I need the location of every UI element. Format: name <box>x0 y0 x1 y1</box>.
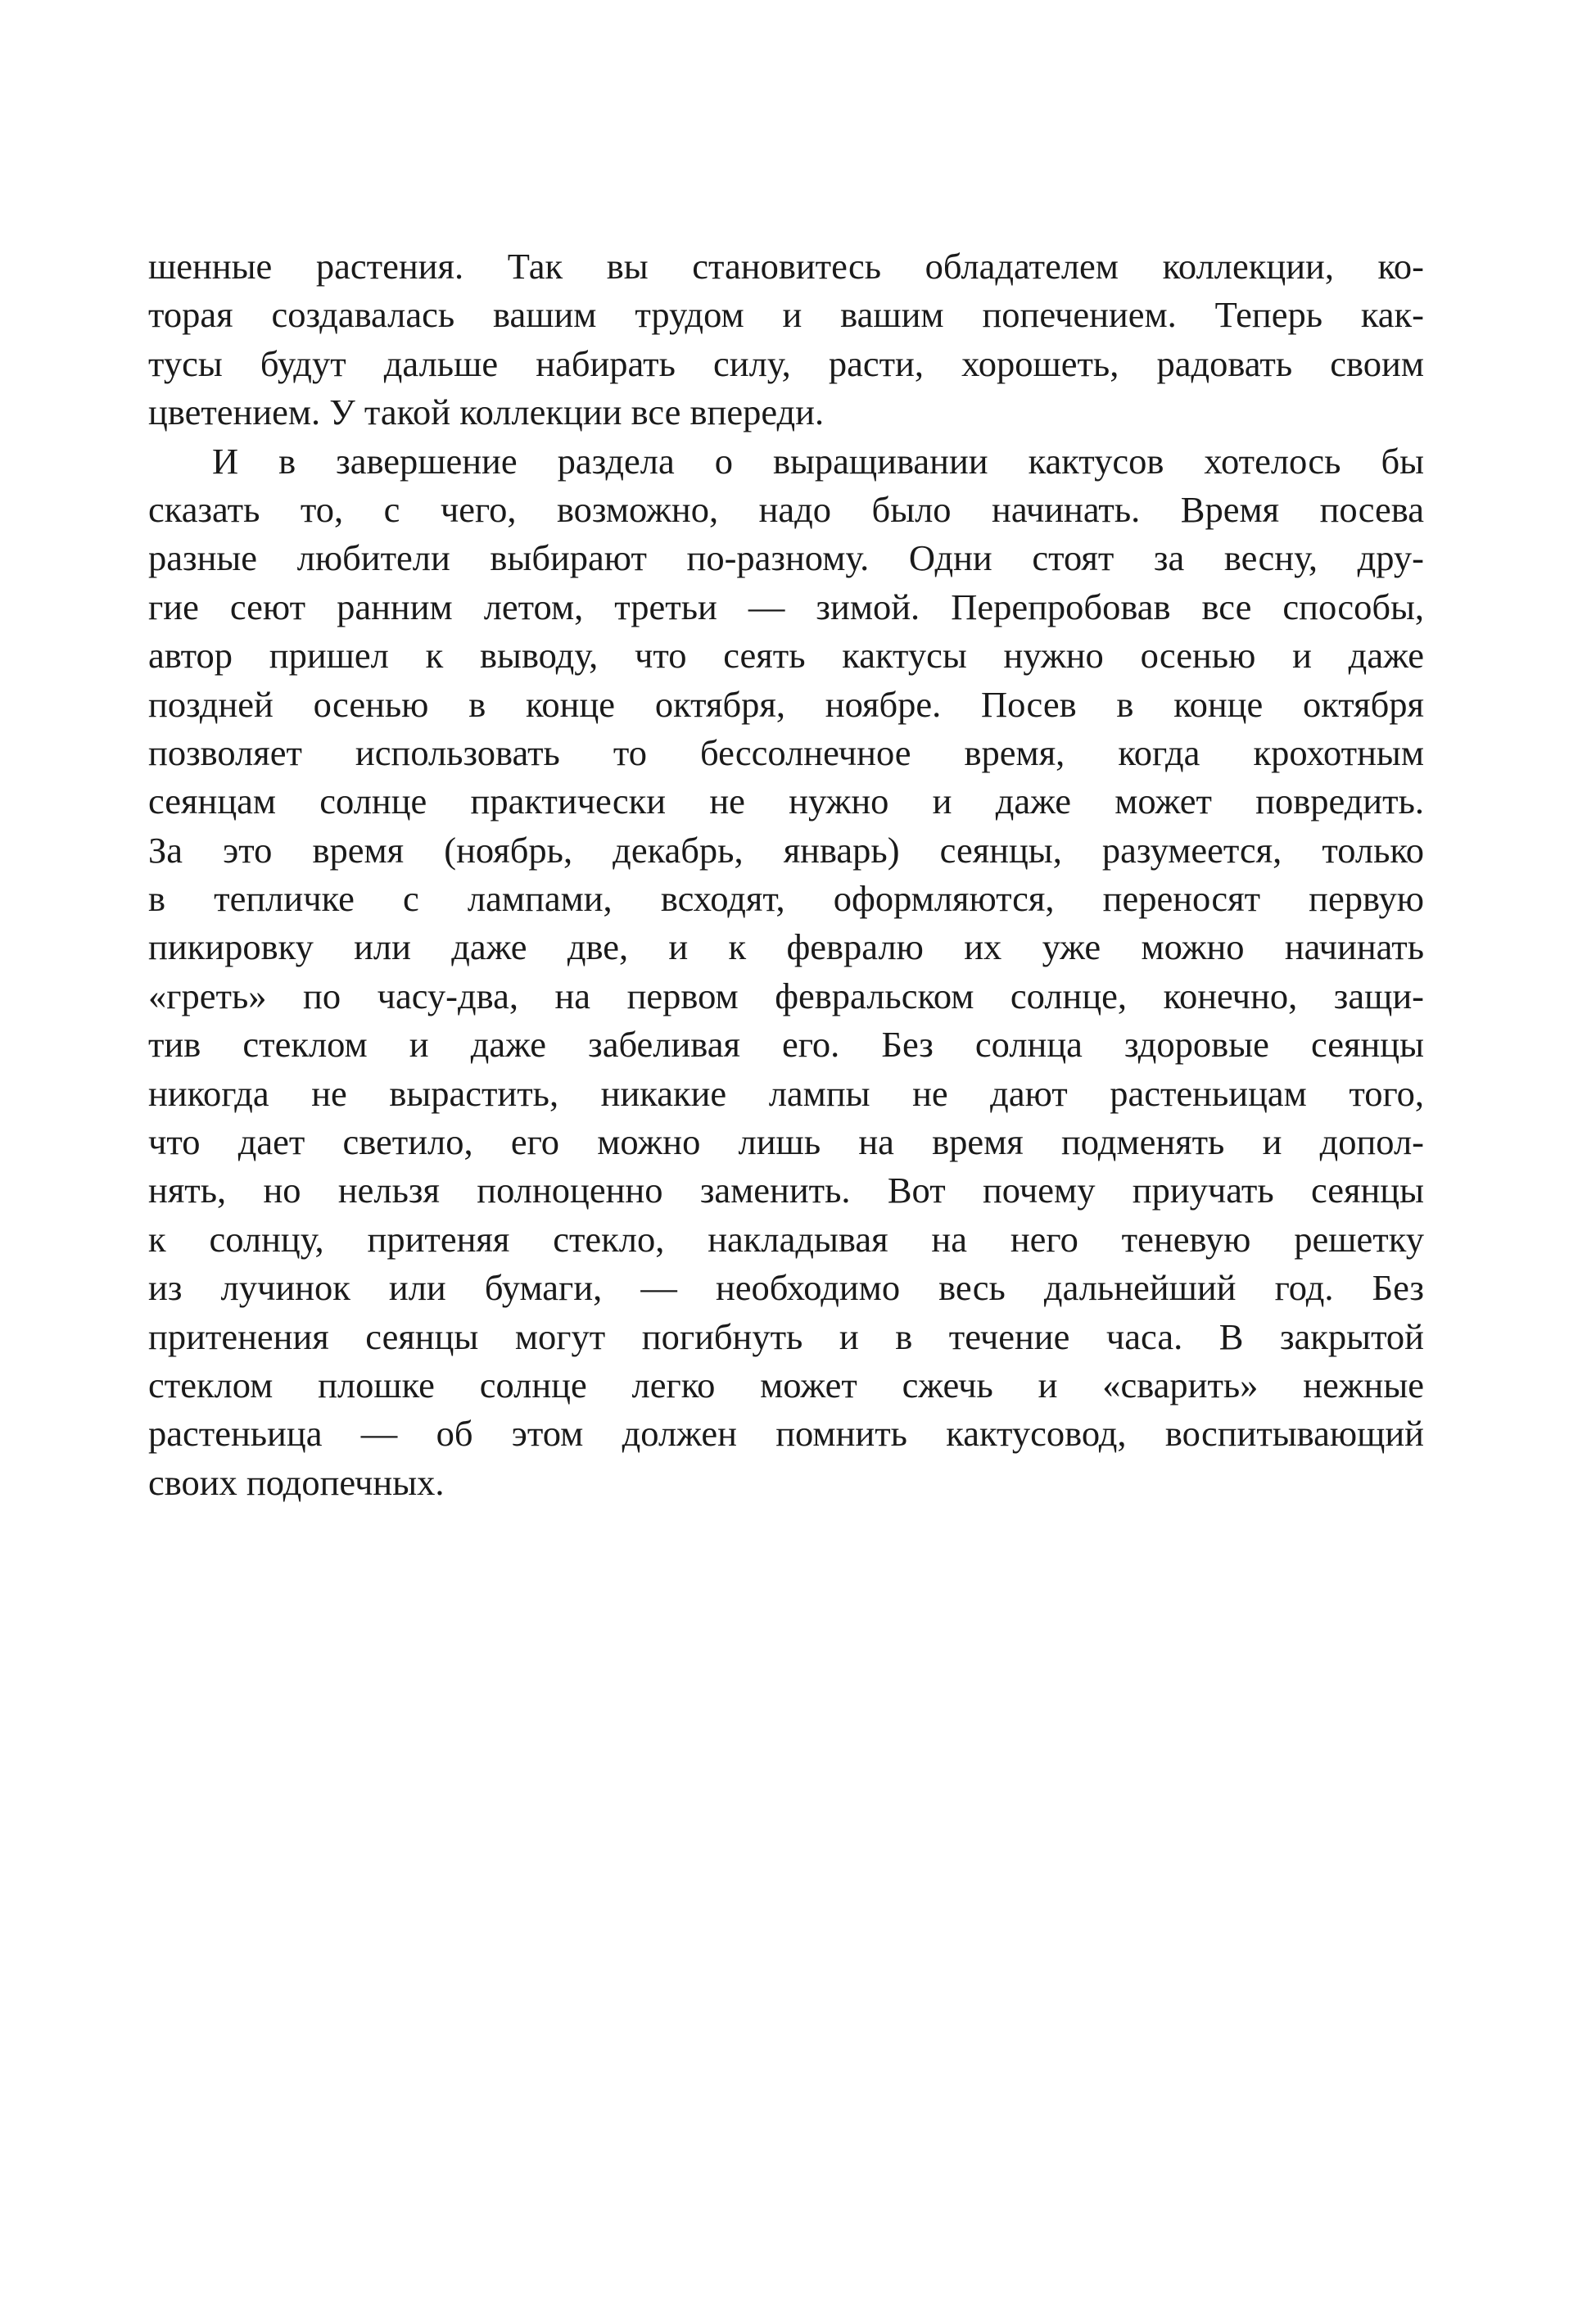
text-line: поздней осенью в конце октября, ноябре. Посев в конце октября <box>148 683 1424 725</box>
text-line: автор пришел к выводу, что сеять кактусы нужно осенью и даже <box>148 635 1424 677</box>
text-line: позволяет использовать то бессолнечное время, когда крохотным <box>148 731 1424 773</box>
paragraph-1 <box>148 242 1424 437</box>
text-line: гие сеют ранним летом, третьи — зимой. Перепробовав все способы, <box>148 586 1424 627</box>
text-line: разные любители выбирают по-разному. Одни стоят за весну, дру- <box>148 537 1424 579</box>
text-line: своих подопечных. <box>148 1461 445 1503</box>
text-line: к солнцу, притеняя стекло, накладывая на него теневую решетку <box>148 1218 1424 1260</box>
text-line: сеянцам солнце практически не нужно и даже может повредить. <box>148 781 1424 822</box>
text-line: За это время (ноябрь, декабрь, январь) сеянцы, разумеется, только <box>148 829 1424 871</box>
text-line: растеньица — об этом должен помнить кактусовод, воспитывающий <box>148 1413 1424 1455</box>
paragraph-2 <box>148 437 1424 1508</box>
text-line: стеклом плошке солнце легко может сжечь и «сварить» нежные <box>148 1364 1424 1405</box>
text-line: тив стеклом и даже забеливая его. Без солнца здоровые сеянцы <box>148 1024 1424 1066</box>
text-line: И в завершение раздела о выращивании кактусов хотелось бы <box>212 440 1424 482</box>
text-line: пикировку или даже две, и к февралю их уже можно начинать <box>148 926 1424 968</box>
text-line: «греть» по часу-два, на первом февральском солнце, конечно, защи- <box>148 975 1424 1016</box>
body-text <box>148 242 1424 1507</box>
text-line: шенные растения. Так вы становитесь обладателем коллекции, ко- <box>148 246 1424 287</box>
text-line: тусы будут дальше набирать силу, расти, хорошеть, радовать своим <box>148 342 1424 384</box>
text-line: из лучинок или бумаги, — необходимо весь дальнейший год. Без <box>148 1267 1424 1309</box>
text-line: никогда не вырастить, никакие лампы не дают растеньицам того, <box>148 1072 1424 1114</box>
text-line: торая создавалась вашим трудом и вашим попечением. Теперь как- <box>148 294 1424 336</box>
text-line: что дает светило, его можно лишь на время подменять и допол- <box>148 1121 1424 1163</box>
text-line: сказать то, с чего, возможно, надо было начинать. Время посева <box>148 488 1424 530</box>
text-line: нять, но нельзя полноценно заменить. Вот почему приучать сеянцы <box>148 1170 1424 1211</box>
text-line: цветением. У такой коллекции все впереди. <box>148 392 825 433</box>
text-line: в тепличке с лампами, всходят, оформляются, переносят первую <box>148 878 1424 920</box>
text-line: притенения сеянцы могут погибнуть и в течение часа. В закрытой <box>148 1315 1424 1357</box>
